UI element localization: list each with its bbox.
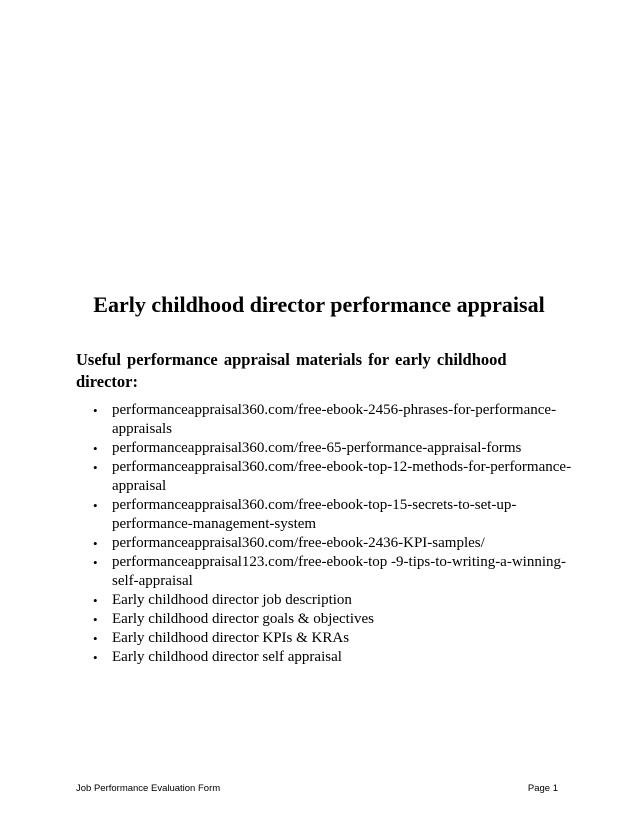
list-item[interactable] — [76, 458, 576, 496]
list-item[interactable] — [76, 439, 576, 458]
footer-page-number: Page 1 — [527, 783, 558, 794]
list-item-text[interactable]: performanceappraisal360.com/free-ebook-top-15-secrets-to-set-up-performance-management-system — [112, 497, 517, 532]
list-item[interactable] — [76, 629, 576, 648]
list-item-text[interactable]: Early childhood director goals & objectives — [112, 611, 375, 627]
subheading: Useful performance appraisal materials for early childhood director: — [76, 350, 507, 391]
bullet-icon: • — [93, 612, 98, 627]
list-item[interactable] — [76, 648, 576, 667]
footer-form-name: Job Performance Evaluation Form — [76, 783, 221, 794]
list-item-text[interactable]: performanceappraisal360.com/free-ebook-top-12-methods-for-performance-appraisal — [112, 459, 572, 494]
bullet-icon: • — [93, 460, 98, 475]
list-item-text[interactable]: performanceappraisal360.com/free-65-performance-appraisal-forms — [112, 440, 522, 456]
resource-list — [76, 401, 576, 667]
list-item-text[interactable]: performanceappraisal360.com/free-ebook-2436-KPI-samples/ — [112, 535, 485, 551]
list-item[interactable] — [76, 401, 576, 439]
bullet-icon: • — [93, 650, 98, 665]
page-title: Early childhood director performance appraisal — [93, 292, 545, 317]
list-item-text[interactable]: performanceappraisal360.com/free-ebook-2456-phrases-for-performance-appraisals — [112, 402, 557, 437]
list-item[interactable] — [76, 496, 576, 534]
list-item[interactable] — [76, 553, 576, 591]
bullet-icon: • — [93, 403, 98, 418]
list-item-text[interactable]: Early childhood director self appraisal — [112, 649, 342, 665]
bullet-icon: • — [93, 593, 98, 608]
bullet-icon: • — [93, 498, 98, 513]
list-item[interactable] — [76, 610, 576, 629]
list-item-text[interactable]: performanceappraisal123.com/free-ebook-top -9-tips-to-writing-a-winning-self-appraisal — [112, 554, 566, 589]
bullet-icon: • — [93, 631, 98, 646]
list-item[interactable] — [76, 591, 576, 610]
bullet-icon: • — [93, 441, 98, 456]
list-item[interactable] — [76, 534, 576, 553]
list-item-text[interactable]: Early childhood director KPIs & KRAs — [112, 630, 350, 646]
list-item-text[interactable]: Early childhood director job description — [112, 592, 352, 608]
bullet-icon: • — [93, 536, 98, 551]
bullet-icon: • — [93, 555, 98, 570]
